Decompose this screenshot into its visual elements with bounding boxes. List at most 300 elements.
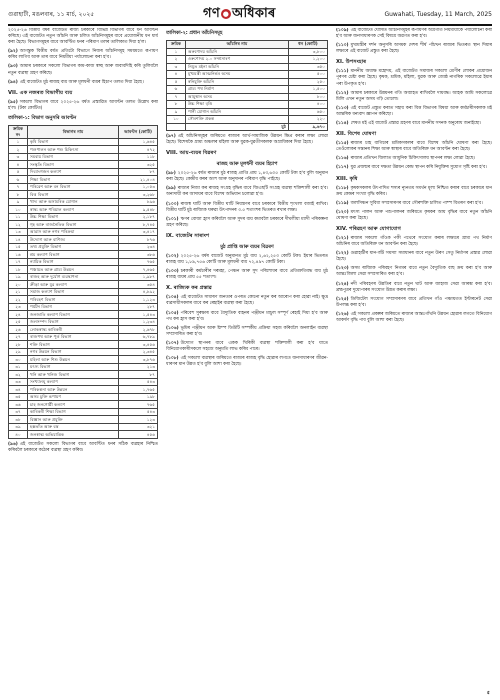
row-serial: ৪০ xyxy=(9,431,28,439)
column-1 xyxy=(8,28,158,690)
table-row xyxy=(9,191,158,199)
row-label: মৎস্য বিভাগ xyxy=(28,363,119,371)
table-row xyxy=(9,416,158,424)
table-row xyxy=(9,318,158,326)
paragraph-text: এই বাজেটত ঘোষিত আঁচনিসমূহৰ ৰূপায়ণৰ অগ্ৰগতি নিয়মীয়াকৈ পৰ্যালোচনা কৰা হ'ব আৰু জনসাধাৰণক সেই বিষয়ে অৱগত কৰা হ'ব। xyxy=(336,28,492,40)
masthead xyxy=(8,4,492,24)
table-row xyxy=(9,236,158,244)
paragraph-number: (৯৭) xyxy=(166,134,176,139)
row-value: ৪৫৬ xyxy=(119,431,158,439)
paragraph-number: (৯৪) xyxy=(8,79,18,85)
row-value: ৯,৫৪৮ xyxy=(119,206,158,214)
section-heading: XII. বিশেষ ঘোষণা xyxy=(336,131,377,138)
table-row xyxy=(9,221,158,229)
paragraph-number: (১২৩) xyxy=(336,266,349,272)
table-row xyxy=(9,341,158,349)
table-row xyxy=(9,266,158,274)
header-amount: ধন (কোটি) xyxy=(289,41,328,49)
row-serial: ৯ xyxy=(9,198,28,206)
paragraph-number: (৯২) xyxy=(8,49,18,55)
row-value: ৮৭ xyxy=(119,168,158,176)
row-label: অসম চুক্তি ৰূপায়ণ xyxy=(28,393,119,401)
header-allocation: আবণ্টন (কোটি) xyxy=(119,125,158,138)
paragraph-number: (১০৪) xyxy=(166,295,179,301)
section-heading: IX. বাজেটৰ সাৰাংশ xyxy=(166,232,210,239)
paragraph-number: (১১১) xyxy=(336,69,349,75)
masthead-rule xyxy=(8,24,492,26)
row-serial: ৫ xyxy=(167,78,186,86)
row-label: দিব্যাংগজন কল্যাণ xyxy=(28,168,119,176)
paragraph-number: (১২৬) xyxy=(336,311,349,317)
table-row xyxy=(9,348,158,356)
row-label: আয়ুষ্মান অসম xyxy=(186,93,289,101)
row-serial: ১৪ xyxy=(9,236,28,244)
table-row xyxy=(9,168,158,176)
row-value: ১,২৩৪ xyxy=(119,318,158,326)
row-serial: ৩১ xyxy=(9,363,28,371)
table-row xyxy=(9,326,158,334)
paragraph-text: এই আঁচনিসমূহৰ জৰিয়তে ৰাজ্যৰ আৰ্থ-সামাজিক উন্নয়ন ক্ষিপ্ৰ কৰাৰ লক্ষ্য লোৱা হৈছে। বিশেষকৈ গ্ৰাম্য অঞ্চলৰ মহিলা আৰু যুৱক-যুৱতীসকলক অগ্ৰাধিকাৰ দিয়া হৈছে। xyxy=(166,134,328,146)
paragraph xyxy=(336,266,492,278)
row-value: ১,৫০০ xyxy=(289,86,328,94)
paragraph xyxy=(336,91,492,103)
row-value: ৮০০ xyxy=(289,93,328,101)
paragraph xyxy=(8,64,158,76)
table-row xyxy=(9,393,158,401)
paragraph-number: (১০০) xyxy=(166,201,179,207)
row-serial: ৯ xyxy=(167,108,186,116)
paragraph-number: (৯৮) xyxy=(166,171,176,177)
row-serial: ৬ xyxy=(9,176,28,184)
row-serial: ২ xyxy=(9,146,28,154)
table-row xyxy=(9,333,158,341)
table-row xyxy=(9,296,158,304)
table-row xyxy=(167,71,328,79)
row-value: ৩,৪১৭ xyxy=(119,228,158,236)
row-serial: ৩৬ xyxy=(9,401,28,409)
section-heading: XIII. কৃষি xyxy=(336,175,358,182)
paragraph-number: (১০১) xyxy=(166,216,179,222)
paragraph xyxy=(336,312,492,324)
row-value: ৩৫০ xyxy=(289,63,328,71)
table-title: তালিকা-২: প্ৰধান আঁচনিসমূহ xyxy=(166,31,223,36)
row-serial: ১৮ xyxy=(9,266,28,274)
row-serial: ৩৪ xyxy=(9,386,28,394)
row-serial: ১৬ xyxy=(9,251,28,259)
paragraph-text: অসম ৰাজ্যিক পৰিবহণ নিগমৰ বাবে নতুন বৈদ্যুতিক বাছ ক্ৰয় কৰা হ'ব আৰু আন্তঃজিলা সেৱা সম্প্ৰসাৰিত কৰা হ'ব। xyxy=(336,266,492,278)
paragraph-text: জলসিঞ্চন সুবিধা সম্প্ৰসাৰণৰ বাবে সৌৰশক্তি চালিত পাম্প বিতৰণ কৰা হ'ব। xyxy=(350,200,483,206)
row-label: উচ্চ শিক্ষা বিভাগ xyxy=(28,213,119,221)
header-serial: ক্ৰমিক xyxy=(167,41,186,49)
sub-heading: ৰাজহ আৰু মূলধনী ব্যয়ৰ হিচাপ xyxy=(216,162,278,168)
sub-heading: মুঠ প্ৰাপ্তি আৰু ব্যয়ৰ বিৱৰণ xyxy=(220,244,274,250)
row-value: ৩২৫ xyxy=(119,161,158,169)
row-serial: ৩৫ xyxy=(9,393,28,401)
table-row xyxy=(167,116,328,124)
paragraph-number: (১১৩) xyxy=(336,105,349,111)
table-row xyxy=(9,146,158,154)
paragraph xyxy=(166,269,328,281)
row-label: স্বাস্থ্য আৰু পৰিয়াল কল্যাণ xyxy=(28,206,119,214)
paragraph-text: ২০২৫-২৬ বৰ্ষত ৰাজ্যৰ মুঠ ৰাজহ প্ৰাপ্তি প্ৰায় ১,৪৩,৬০৫ কোটি টকা হ'ব বুলি অনুমান কৰা হৈছে। কেন্দ্ৰীয় কৰৰ অংশ আৰু অনুদানৰ পৰিমাণ বৃদ্ধি পাইছে। xyxy=(166,171,328,183)
paragraph xyxy=(8,100,158,112)
table-header-row xyxy=(167,41,328,49)
row-label: শ্ৰম কল্যাণ বিভাগ xyxy=(28,251,119,259)
paragraph-text: উদ্যোগ স্থাপনৰ বাবে একক খিৰিকী ব্যৱস্থা শক্তিশালী কৰা হ'ব যাতে বিনিয়োগকাৰীসকলে সহজে অনুমতি লাভ কৰিব পাৰে। xyxy=(166,340,328,352)
row-value: ৮৭৬ xyxy=(119,236,158,244)
row-serial: ২৫ xyxy=(9,318,28,326)
scheme-table xyxy=(166,40,328,131)
paragraph xyxy=(336,165,492,171)
row-label: কৃষি বিভাগ xyxy=(28,138,119,146)
row-value: ৪৭২ xyxy=(119,146,158,154)
row-serial: ৪ xyxy=(167,71,186,79)
row-serial: ১৩ xyxy=(9,228,28,236)
table-row xyxy=(9,363,158,371)
row-label: জনস্বাস্থ্য অভিযান্ত্ৰিক xyxy=(28,431,119,439)
table-row xyxy=(9,408,158,416)
paragraph xyxy=(336,282,492,294)
row-label: পানী যোগান আঁচনি xyxy=(186,108,289,116)
paragraph-text: ঋণৰ বোজা হ্ৰাস কৰিবলৈ আৰু সুদৰ ব্যয় কমাবলৈ চৰকাৰে দীঘলীয়া ম্যাদী পৰিকল্পনা গ্ৰহণ কৰিছে। xyxy=(166,216,328,228)
row-serial: ২৭ xyxy=(9,333,28,341)
row-label: ওৰুণোদয় ২.০ সম্প্ৰসাৰণ xyxy=(186,56,289,64)
table-row xyxy=(9,273,158,281)
masthead-date-assamese: গুৱাহাটী, মঙলবাৰ, ১১ মাৰ্চ, ২০২৫ xyxy=(8,10,95,18)
column-3 xyxy=(336,28,492,690)
table-row xyxy=(9,176,158,184)
paragraph-text: ৰাজস্ব ঘাটি আৰু বিত্তীয় ঘাটি নিয়ন্ত্ৰণৰ বাবে চৰকাৰে বিত্তীয় শৃংখলা বজাই ৰাখিব। বিত্তীয় ঘাটি মুঠ ৰাজ্যিক ঘৰুৱা উৎপাদনৰ ৩.৫ শতাংশৰ ভিতৰত ৰখাৰ লক্ষ্য। xyxy=(166,201,328,213)
row-value: ৪০০ xyxy=(289,101,328,109)
table-total-row xyxy=(167,123,328,131)
total-label: মুঠ xyxy=(186,123,289,131)
row-serial: ৩ xyxy=(9,153,28,161)
table-row xyxy=(9,183,158,191)
row-serial: ২৪ xyxy=(9,311,28,319)
paragraph-number: (১১৫) xyxy=(336,141,349,147)
paragraph-number: (৯৫) xyxy=(8,99,18,105)
paragraph-text: আমাৰ চৰকাৰে সকলো বিভাগৰ কাম-কাজ স্বচ্ছ আৰু জবাবদিহি কৰি তুলিবলৈ নতুন ব্যৱস্থা গ্ৰহণ কৰিছে। xyxy=(8,64,158,76)
row-label: ন্যায়িক বিভাগ xyxy=(28,258,119,266)
paragraph-number: (১২৫) xyxy=(336,296,349,302)
paragraph-text: ৰাজ্যৰ চাহ বাগিচাৰ শ্ৰমিকসকলৰ বাবে বিশেষ আঁচনি ঘোষণা কৰা হৈছে। তেওঁলোকৰ সন্তানৰ শিক্ষা আৰু স্বাস্থ্যৰ বাবে অতিৰিক্ত ধন আবণ্টন কৰা হৈছে। xyxy=(336,141,492,153)
table-header-row xyxy=(9,125,158,138)
row-label: উচ্চ শিক্ষা বৃত্তি xyxy=(186,101,289,109)
header-scheme: আঁচনিৰ নাম xyxy=(186,41,289,49)
table-row xyxy=(167,48,328,56)
paragraph-text: মাননীয় অধ্যক্ষ মহোদয়, এই বাজেটত সমাজৰ সকলো শ্ৰেণীৰ লোকৰ প্ৰয়োজন পূৰণৰ চেষ্টা কৰা হৈছে। কৃষক, শ্ৰমিক, মহিলা, যুৱক আৰু জ্যেষ্ঠ নাগৰিক সকলোৱে ইয়াৰ পৰা উপকৃত হ'ব। xyxy=(336,69,492,87)
row-label: নগৰ উন্নয়ন বিভাগ xyxy=(28,348,119,356)
paragraph xyxy=(166,171,328,183)
paragraph xyxy=(166,254,328,266)
paragraph xyxy=(336,121,492,127)
table-row xyxy=(9,303,158,311)
paragraph-text: আগন্তুক বিত্তীয় বৰ্ষত প্ৰতিটো বিভাগে নিজৰ আঁচনিসমূহ সময়মতে ৰূপায়ণ কৰিব লাগিব আৰু তাৰ বাবে নিয়মীয়া পৰ্যালোচনা কৰা হ'ব। xyxy=(8,49,158,61)
row-label: স্বনিযুক্তি আঁচনি xyxy=(186,78,289,86)
row-serial: ১২ xyxy=(9,221,28,229)
row-value: ১,১২৩ xyxy=(119,296,158,304)
row-serial: ৮ xyxy=(9,191,28,199)
row-value: ৩,৮৭৬ xyxy=(119,356,158,364)
table-row xyxy=(9,243,158,251)
row-label: জনজাতি কল্যাণ বিভাগ xyxy=(28,311,119,319)
paragraph-text: শেষত মই এই বাজেট প্ৰস্তাৱ গ্ৰহণৰ বাবে মাননীয় সদনক অনুৰোধ জনাইছো। xyxy=(350,121,482,127)
header-serial: ক্ৰমিক নং xyxy=(9,125,28,138)
paragraph xyxy=(336,251,492,263)
paragraph-number: (১০৬) xyxy=(166,325,179,331)
row-value: ২,৩৪৫ xyxy=(119,348,158,356)
table-row xyxy=(9,258,158,266)
row-serial: ৫ xyxy=(9,168,28,176)
table-row xyxy=(9,378,158,386)
paragraph-text: ৰাজ্যৰ সকলো গাঁওক পকী পথেৰে সংযোগ কৰাৰ লক্ষ্যৰে গ্ৰাম্য পথ নিৰ্মাণ আঁচনিৰ বাবে অতিৰিক্ত ধন আবণ্টন কৰা হৈছে। xyxy=(336,235,492,248)
paragraph-number: (১১০) xyxy=(336,43,349,49)
row-value: ৩২১ xyxy=(119,423,158,431)
paragraph-number: (১২১) xyxy=(336,235,349,241)
row-label: শক্তি বিভাগ xyxy=(28,341,119,349)
row-serial: ১৯ xyxy=(9,273,28,281)
table-row xyxy=(9,431,158,439)
paragraph-number: (১০৮) xyxy=(166,356,179,362)
paragraph xyxy=(166,134,328,146)
table-row xyxy=(9,386,158,394)
row-label: পশুপালন আৰু পশু চিকিৎসা xyxy=(28,146,119,154)
paragraph-text: ৰাজ্যৰ নিজা কৰ ৰাজহ সংগ্ৰহ বৃদ্ধিৰ বাবে জিএছটি সংগ্ৰহ ব্যৱস্থা শক্তিশালী কৰা হ'ব। অনাদায়ী কৰ আদায়ৰ বাবে বিশেষ অভিযান চলোৱা হ'ব। xyxy=(166,186,328,198)
row-value: ৮৭ xyxy=(119,371,158,379)
paragraph xyxy=(8,49,158,61)
table-row xyxy=(9,138,158,146)
paragraph-number: (১২২) xyxy=(336,251,349,257)
table-row xyxy=(167,108,328,116)
row-label: পৰিৱেশ আৰু বন বিভাগ xyxy=(28,183,119,191)
table-row xyxy=(9,311,158,319)
row-serial: ২৯ xyxy=(9,348,28,356)
table-row xyxy=(9,251,158,259)
paragraph xyxy=(336,28,492,40)
paragraph-number: (৯৬) xyxy=(8,441,18,447)
paragraph-text: সকলো বিভাগৰ বাবে ২০২৫-২৬ বৰ্ষত প্ৰস্তাৱিত আবণ্টন তলত উল্লেখ কৰা হ'ল। (টকা কোটিত) xyxy=(8,99,158,111)
row-serial: ৭ xyxy=(167,93,186,101)
paragraph xyxy=(336,69,492,87)
row-label: উদ্যোগ আৰু বাণিজ্য xyxy=(28,236,119,244)
intro-paragraph: ২০২৫-২৬ বিত্তীয় বৰ্ষৰ বাজেটত ৰাজ্য চৰকাৰে বিভিন্ন বিভাগৰ বাবে ধন আবণ্টন কৰিছে। এই বাজেটত নতুন আঁচনি আৰু চলিত আঁচনিসমূহৰ বাবে প্ৰয়োজনীয় ধন ধাৰ্য কৰা হৈছে। বিভাগসমূহৰ বাবে আবণ্টিত ধনৰ পৰিমাণ তলৰ তালিকাত দিয়া হ'ল। xyxy=(8,28,158,46)
table-row xyxy=(9,213,158,221)
row-value: ২৫০ xyxy=(289,78,328,86)
paragraph-text: মৎস্য পালন আৰু পশুপালনৰ জৰিয়তে কৃষকৰ আয় বৃদ্ধিৰ বাবে নতুন আঁচনি ঘোষণা কৰা হৈছে। xyxy=(336,209,492,221)
paragraph-number: (১১৯) xyxy=(336,200,349,206)
paragraph xyxy=(336,236,492,248)
row-value: ২,১৮৭ xyxy=(119,213,158,221)
row-serial: ১০ xyxy=(167,116,186,124)
paragraph-text: ডিজিটেল সংযোগ সম্প্ৰসাৰণৰ বাবে প্ৰতিখন গাঁও পঞ্চায়তত ইণ্টাৰনেট সেৱা উপলব্ধ কৰা হ'ব। xyxy=(336,296,492,308)
table-row xyxy=(167,56,328,64)
paragraph xyxy=(336,156,492,162)
table-row xyxy=(9,288,158,296)
paragraph xyxy=(336,210,492,222)
paragraph xyxy=(166,341,328,353)
row-value: ২১,৪০৪ xyxy=(119,176,158,184)
row-label: পৰিবহণ বিভাগ xyxy=(28,296,119,304)
row-label: পৰিকল্পনা আৰু উন্নয়ন xyxy=(28,386,119,394)
table-row xyxy=(167,93,328,101)
paragraph-number: (১০৭) xyxy=(166,340,179,346)
row-label: সংখ্যালঘু কল্যাণ xyxy=(28,378,119,386)
total-value: ৯,৬৭০ xyxy=(289,123,328,131)
section-heading: VIII. আয়-ব্যয়ৰ বিৱৰণ xyxy=(166,150,217,157)
table-row xyxy=(167,63,328,71)
row-value: ১২৩ xyxy=(119,416,158,424)
row-label: বিজ্ঞান আৰু প্ৰযুক্তি xyxy=(28,416,119,424)
row-serial: ৩২ xyxy=(9,371,28,379)
paragraph-number: (১২০) xyxy=(336,209,349,215)
section-heading: VII. এক নজৰত বিভাগীয় ব্যয় xyxy=(8,89,73,96)
row-value: ১১৮ xyxy=(119,153,158,161)
logo-mark-icon: ● xyxy=(222,9,230,18)
paragraph xyxy=(166,295,328,307)
row-value: ২,৬৭৮ xyxy=(119,326,158,334)
section-heading: XIV. পৰিৱহণ আৰু যোগাযোগ xyxy=(336,225,401,232)
row-serial: ৪ xyxy=(9,161,28,169)
paragraph xyxy=(166,356,328,368)
row-value: ১,৭৬৫ xyxy=(119,386,158,394)
row-label: অৰুণোদয় আঁচনি xyxy=(186,48,289,56)
row-label: নিযুত মইনা আঁচনি xyxy=(186,63,289,71)
row-label: শিক্ষা বিভাগ xyxy=(28,176,119,184)
row-serial: ২২ xyxy=(9,296,28,304)
row-serial: ২০ xyxy=(9,281,28,289)
paragraph-text: এই সকলো প্ৰকল্পৰ জৰিয়তে ৰাজ্যৰ আন্তঃগাঁথনি উন্নয়ন হোৱাৰ লগতে বিনিয়োগ আকৰ্ষণ বৃদ্ধি পাব বুলি আশা কৰা হৈছে। xyxy=(336,311,492,323)
paragraph-text: আমাৰ চৰকাৰে উন্নয়নৰ গতি অব্যাহত ৰাখিবলৈ দায়বদ্ধ। আহক আমি সকলোৱে মিলি এখন নতুন অসম গঢ়ি তোলো। xyxy=(336,90,492,102)
row-label: ৰাজপথ আৰু পূৰ্ত বিভাগ xyxy=(28,333,119,341)
row-label: কাৰিকৰী শিক্ষা বিভাগ xyxy=(28,408,119,416)
paragraph xyxy=(8,80,158,86)
row-serial: ২৮ xyxy=(9,341,28,349)
paragraph xyxy=(336,141,492,153)
paragraph-text: চৰকাৰী কৰ্মচাৰীৰ দৰমহা, পেঞ্চন আৰু সুদ পৰিশোধৰ বাবে প্ৰতিশ্ৰুতিবদ্ধ ব্যয় মুঠ ৰাজহ ব্যয়ৰ প্ৰায় ৫৫ শতাংশ। xyxy=(166,269,328,281)
row-label: ৰাজহ আৰু দুৰ্যোগ ব্যৱস্থাপনা xyxy=(28,273,119,281)
paragraph-text: ভূমিৰ পঞ্জীয়ন আৰু ষ্টাম্প ডিউটি সম্পৰ্কীয় প্ৰক্ৰিয়া সহজ কৰিবলৈ অনলাইন ব্যৱস্থা সম্প্ৰসাৰিত কৰা হ'ব। xyxy=(166,325,328,337)
row-value: ২৩৪ xyxy=(119,243,158,251)
paragraph-number: (১১৮) xyxy=(336,185,349,191)
row-label: চাহ জনগোষ্ঠী কল্যাণ xyxy=(28,401,119,409)
table-row xyxy=(9,371,158,379)
row-value: ৫০০ xyxy=(289,71,328,79)
paragraph-number: (৯৩) xyxy=(8,64,18,70)
row-value: ১,৯৮৭ xyxy=(119,273,158,281)
row-serial: ১৫ xyxy=(9,243,28,251)
masthead-date-english: Guwahati, Tuesday, 11 March, 2025 xyxy=(384,10,492,18)
row-serial: ৬ xyxy=(167,86,186,94)
paragraph xyxy=(166,311,328,323)
paragraph-text: ৰাজ্যৰ প্ৰতিখন জিলাত আধুনিক চিকিৎসালয় স্থাপনৰ লক্ষ্য লোৱা হৈছে। xyxy=(350,156,475,162)
row-label: সৌৰশক্তি প্ৰকল্প xyxy=(186,116,289,124)
row-label: বিত্ত বিভাগ xyxy=(28,191,119,199)
paragraph-number: (১১২) xyxy=(336,90,349,96)
row-value: ৩,২৬৮ xyxy=(119,191,158,199)
paragraph-text: ২০২৫-২৬ বৰ্ষৰ বাজেট অনুমানত মুঠ ব্যয় ২,৬২,২৫৩ কোটি টকা। ইয়াৰ ভিতৰত ৰাজহ ব্যয় ১,৮৯,৭৫৬ কোটি আৰু মূলধনী ব্যয় ৭২,৪৯৭ কোটি টকা। xyxy=(166,253,328,266)
row-value: ২১৩ xyxy=(119,363,158,371)
newspaper-logo xyxy=(203,4,276,25)
row-serial: ৩৩ xyxy=(9,378,28,386)
row-value: ৫৪৩ xyxy=(119,408,158,416)
row-value: ৩,৪৫৬ xyxy=(119,341,158,349)
row-value: ২৮৭ xyxy=(119,303,158,311)
row-serial: ২৬ xyxy=(9,326,28,334)
row-serial: ৩৯ xyxy=(9,423,28,431)
row-value: ৫৪৩ xyxy=(119,378,158,386)
row-value: ৬,৭৮৯ xyxy=(119,333,158,341)
row-value: ৭,৪৬৫ xyxy=(119,266,158,274)
row-serial: ১৭ xyxy=(9,258,28,266)
table-row xyxy=(9,206,158,214)
paragraph xyxy=(166,186,328,198)
row-value: ৮৯৬ xyxy=(119,198,158,206)
paragraph-number: (১০২) xyxy=(166,253,179,259)
logo-text-left: গণ xyxy=(203,5,220,21)
row-serial: ৭ xyxy=(9,183,28,191)
row-serial: ২৩ xyxy=(9,303,28,311)
paragraph xyxy=(336,201,492,207)
row-label: তথ্য প্ৰযুক্তি বিভাগ xyxy=(28,243,119,251)
paragraph xyxy=(336,297,492,309)
paragraph xyxy=(166,202,328,214)
row-value: ১,০৫৩ xyxy=(119,183,158,191)
row-value: ১,৫৪৩ xyxy=(119,311,158,319)
table-row xyxy=(9,401,158,409)
row-serial: ১ xyxy=(9,138,28,146)
paragraph-text: এই বাজেটত মুঠ ৰাজহ ব্যয় আৰু মূলধনী ব্যয়ৰ হিচাপ তলত দিয়া হৈছে। xyxy=(19,79,144,85)
row-label: হস্ততাঁত আৰু বস্ত্ৰ xyxy=(28,423,119,431)
row-serial: ২১ xyxy=(9,288,28,296)
paragraph xyxy=(336,43,492,55)
row-value: ৭৬৫ xyxy=(119,401,158,409)
table-row xyxy=(167,78,328,86)
column-2 xyxy=(166,28,328,690)
table-row xyxy=(9,281,158,289)
row-label: ক্ৰীড়া আৰু যুৱ কল্যাণ xyxy=(28,281,119,289)
row-label: মহিলা আৰু শিশু উন্নয়ন xyxy=(28,356,119,364)
paragraph xyxy=(336,186,492,198)
row-value: ৪,৮৯২ xyxy=(119,288,158,296)
row-label: গ্ৰাম্য পথ নিৰ্মাণ xyxy=(186,86,289,94)
row-value: ৭৬৫ xyxy=(119,258,158,266)
row-label: পঞ্চায়ত আৰু গ্ৰাম্য উন্নয়ন xyxy=(28,266,119,274)
table-row xyxy=(167,101,328,109)
paragraph-text: কৃষকসকলৰ উৎপাদিত শস্যৰ ন্যূনতম সমৰ্থন মূল্য নিশ্চিত কৰাৰ বাবে চৰকাৰে ধান ক্ৰয় কেন্দ্ৰৰ সংখ্যা বৃদ্ধি কৰিব। xyxy=(336,185,492,197)
row-label: পৰ্যটন বিভাগ xyxy=(28,303,119,311)
row-label: জলসম্পদ বিভাগ xyxy=(28,318,119,326)
paragraph-number: (১১৬) xyxy=(336,156,349,162)
table-row xyxy=(9,228,158,236)
row-value: ১,৬৪৫ xyxy=(119,138,158,146)
paragraph-text: এই বাজেট প্ৰস্তুত কৰাত সহায় কৰা বিত্ত বিভাগৰ বিষয়া আৰু কৰ্মচাৰীসকলক মই আন্তৰিক ধন্যবাদ জ্ঞাপন কৰিছো। xyxy=(336,105,492,117)
row-serial: ৩৭ xyxy=(9,408,28,416)
row-value: ৩৮৬ xyxy=(119,251,158,259)
paragraph-number: (১০৯) xyxy=(336,28,349,33)
paragraph-text: এই সকলো ব্যৱস্থাৰ জৰিয়তে ৰাজ্যৰ ৰাজহ বৃদ্ধি হোৱাৰ লগতে জনসাধাৰণৰ জীৱন-ধাৰণৰ মান উন্নত হ'ব বুলি আশা কৰা হৈছে। xyxy=(166,356,328,368)
table-row xyxy=(9,423,158,431)
paragraph xyxy=(8,442,158,454)
row-serial: ৩০ xyxy=(9,356,28,364)
table-row xyxy=(9,356,158,364)
logo-text-right: অধিকাৰ xyxy=(231,5,276,21)
table-row xyxy=(9,161,158,169)
row-serial: ৮ xyxy=(167,101,186,109)
paragraph-text: মুখ্যমন্ত্ৰীৰ দৰ্শন অনুসৰি অসমক দেশৰ শীৰ্ষ পাঁচখন ৰাজ্যৰ ভিতৰত স্থান দিয়াৰ লক্ষ্যৰে এই বাজেট প্ৰস্তুত কৰা হৈছে। xyxy=(336,43,492,55)
table-title: তালিকা-১: বিভাগ অনুসৰি আবণ্টন xyxy=(8,115,77,121)
row-label: খাদ্য আৰু অসামৰিক যোগান xyxy=(28,198,119,206)
row-serial: ১০ xyxy=(9,206,28,214)
